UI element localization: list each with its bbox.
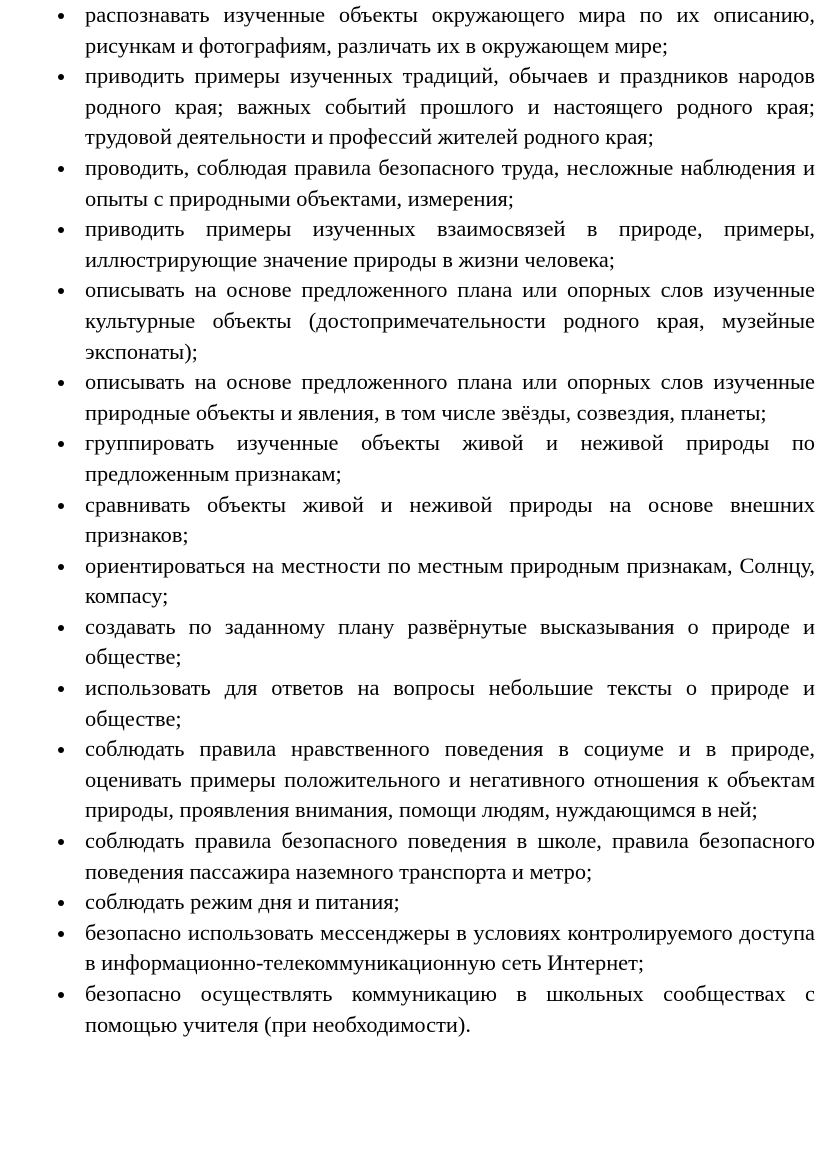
list-item [85, 887, 815, 918]
bullet-icon [58, 931, 64, 937]
list-item [85, 612, 815, 673]
bullet-icon [58, 625, 64, 631]
list-item-text: сравнивать объекты живой и неживой природы на основе внешних признаков; [85, 491, 815, 548]
list-item-text: соблюдать правила безопасного поведения в школе, правила безопасного поведения пассажира наземного транспорта и метро; [85, 828, 815, 884]
bullet-icon [58, 227, 64, 233]
list-item [85, 275, 815, 367]
list-item-text: использовать для ответов на вопросы небольшие тексты о природе и обществе; [85, 675, 815, 731]
list-item-text: создавать по заданному плану развёрнутые высказывания о природе и обществе; [85, 613, 815, 670]
list-item [85, 61, 815, 153]
list-item [85, 979, 815, 1040]
list-item [85, 428, 815, 489]
bullet-icon [58, 166, 64, 172]
list-item [85, 214, 815, 275]
list-item-text: приводить примеры изученных традиций, обычаев и праздников народов родного края; важных событий прошлого и настоящего родного края; трудовой деятельности и профессий жителей родного края; [85, 63, 815, 150]
list-item-text: группировать изученные объекты живой и неживой природы по предложенным признакам; [85, 430, 815, 486]
bullet-icon [58, 13, 64, 19]
list-item-text: проводить, соблюдая правила безопасного труда, несложные наблюдения и опыты с природными объектами, измерения; [85, 154, 815, 211]
list-item [85, 826, 815, 887]
bullet-icon [58, 686, 64, 692]
bullet-icon [58, 900, 64, 906]
list-item [85, 153, 815, 214]
list-item [85, 918, 815, 979]
bullet-icon [58, 503, 64, 509]
bullet-icon [58, 992, 64, 998]
bullet-list [85, 0, 815, 1040]
list-item-text: приводить примеры изученных взаимосвязей в природе, примеры, иллюстрирующие значение природы в жизни человека; [85, 216, 815, 272]
bullet-icon [58, 74, 64, 80]
bullet-icon [58, 747, 64, 753]
list-item-text: соблюдать правила нравственного поведения в социуме и в природе, оценивать примеры положительного и негативного отношения к объектам природы, проявления внимания, помощи людям, нуждающимся в ней; [85, 736, 815, 823]
bullet-icon [58, 380, 64, 386]
list-item [85, 734, 815, 826]
list-item [85, 367, 815, 428]
bullet-icon [58, 441, 64, 447]
list-item-text: безопасно использовать мессенджеры в условиях контролируемого доступа в информационно-телекоммуникационную сеть Интернет; [85, 919, 815, 976]
list-item-text: описывать на основе предложенного плана или опорных слов изученные природные объекты и явления, в том числе звёзды, созвездия, планеты; [85, 369, 815, 425]
bullet-icon [58, 564, 64, 570]
list-item-text: соблюдать режим дня и питания; [85, 889, 400, 915]
list-item-text: ориентироваться на местности по местным природным признакам, Солнцу, компасу; [85, 552, 815, 609]
list-item-text: распознавать изученные объекты окружающего мира по их описанию, рисункам и фотографиям, различать их в окружающем мире; [85, 2, 815, 58]
bullet-icon [58, 839, 64, 845]
list-item [85, 490, 815, 551]
list-item [85, 673, 815, 734]
list-item-text: описывать на основе предложенного плана или опорных слов изученные культурные объекты (достопримечательности родного края, музейные экспонаты); [85, 277, 815, 364]
list-item [85, 0, 815, 61]
list-item-text: безопасно осуществлять коммуникацию в школьных сообществах с помощью учителя (при необходимости). [85, 981, 815, 1037]
bullet-icon [58, 288, 64, 294]
list-item [85, 551, 815, 612]
